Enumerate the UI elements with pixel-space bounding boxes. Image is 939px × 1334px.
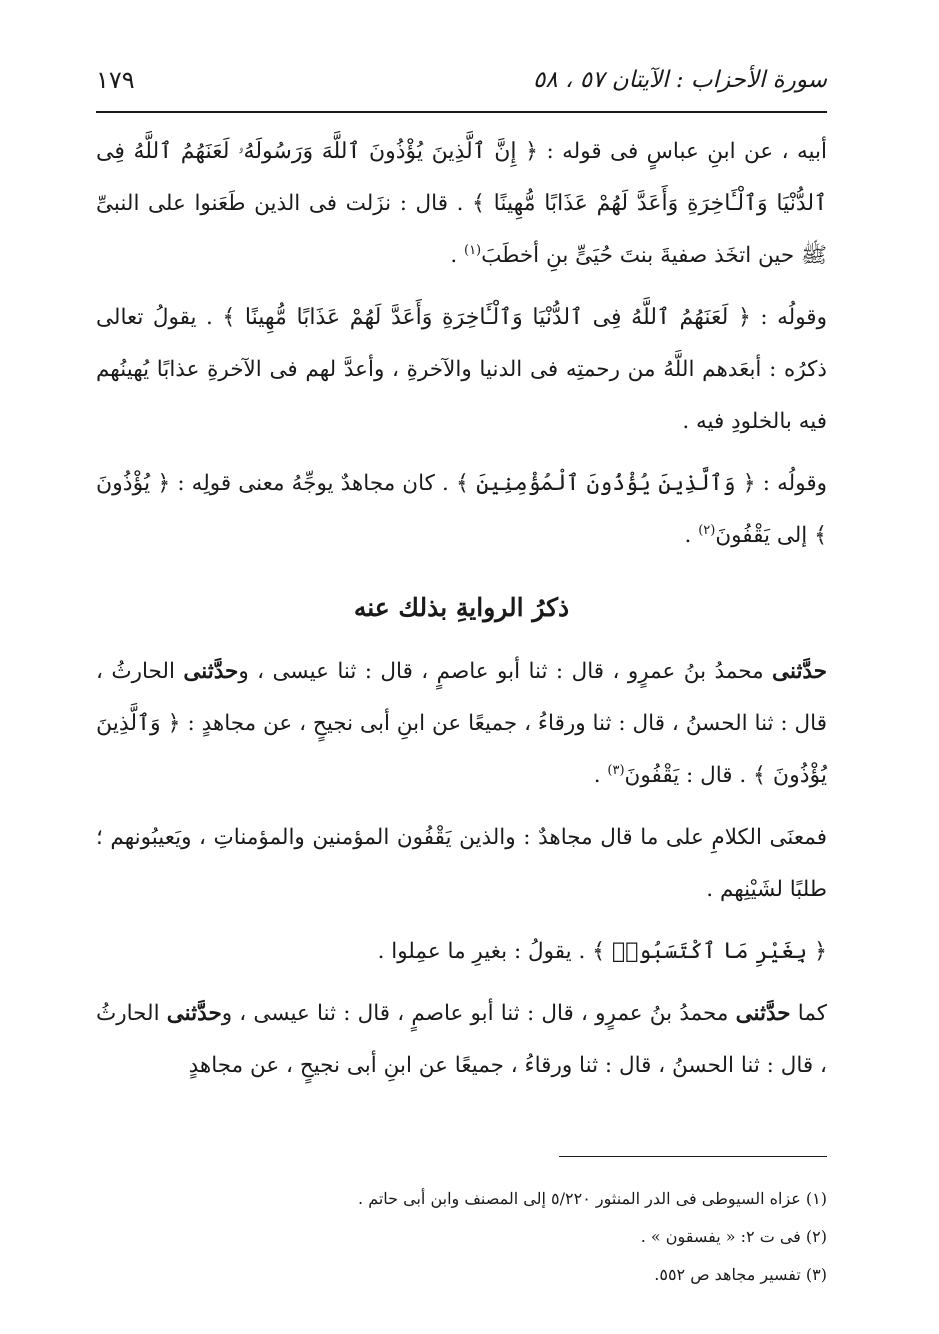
text-segment: محمدُ بنُ عمرٍو ، قال : ثنا أبو عاصمٍ ، قال : ثنا عيسى ، و: [238, 659, 773, 684]
quran-verse: ﴿ إِنَّ ٱلَّذِينَ يُؤْذُونَ ٱللَّهَ وَرَسُولَهُۥ لَعَنَهُمُ ٱللَّهُ فِى ٱلدُّنْيَا وَٱلْـَٔاخِرَةِ وَأَعَدَّ لَهُمْ عَذَابًا مُّهِينًا ﴾: [96, 139, 827, 216]
section-heading: ذكرُ الروايةِ بذلك عنه: [353, 593, 570, 622]
footnote-3: (٣) تفسير مجاهد ص ٥٥٢.: [654, 1265, 827, 1284]
footnote-marker[interactable]: (٢): [698, 522, 716, 538]
header-rule: [96, 111, 827, 113]
text-segment: . قال : يَقْفُونَ: [624, 763, 754, 788]
text-segment: الحارثُ ، قال : ثنا الحسنُ ، قال : ثنا ورقاءُ ، جميعًا عن ابنِ أبى نجيحٍ ، عن مجاهدٍ: [96, 1001, 827, 1078]
footnote-marker[interactable]: (١): [463, 242, 482, 258]
running-title: سورة الأحزاب : الآيتان ٥٧ ، ٥٨: [533, 67, 827, 93]
paragraph-6: [96, 926, 827, 978]
quran-verse: ﴿ بِغَيْرِ مَا ٱكْتَسَبُوا۟ ﴾: [592, 939, 827, 964]
main-text: [96, 126, 827, 1102]
text-segment: . كان مجاهدٌ يوجِّهُ معنى قولِه :: [170, 471, 456, 496]
page-header: [96, 58, 827, 102]
text-segment: كما: [790, 1001, 827, 1026]
isnad-keyword: حدَّثنى: [183, 659, 239, 684]
text-segment: .: [593, 763, 608, 788]
paragraph-3: [96, 458, 827, 562]
isnad-keyword: حدَّثنى: [166, 1001, 222, 1026]
footnote-rule: [559, 1156, 827, 1157]
text-segment: .: [450, 243, 464, 268]
footnote-marker[interactable]: (٣): [607, 762, 625, 778]
paragraph-4: [96, 646, 827, 802]
quran-verse: ﴿ وَٱلَّذِينَ يُؤْذُونَ ﴾: [96, 711, 827, 788]
quran-verse: ﴿ يُؤْذُونَ ﴾: [96, 471, 827, 548]
footnote-1: (١) عزاه السيوطى فى الدر المنثور ٥/٢٢٠ إلى المصنف وابن أبى حاتم .: [358, 1189, 827, 1208]
text-segment: وقولُه :: [750, 305, 827, 330]
text-segment: أبيه ، عن ابنِ عباسٍ فى قوله :: [538, 139, 827, 164]
text-segment: . يقولُ تعالى ذكرُه : أبعَدهم اللَّهُ من رحمتِه فى الدنيا والآخرةِ ، وأعدَّ لهم فى الآخرةِ عذابًا يُهينُهم فيه بالخلودِ فيه .: [96, 305, 827, 434]
text-segment: .: [684, 523, 699, 548]
text-segment: . قال : نزَلت فى الذين طَعَنوا على النبىِّ ﷺ حين اتخَذ صفيةَ بنتَ حُيَىٍّ بنِ أخطَبَ: [96, 191, 827, 268]
paragraph-7: [96, 988, 827, 1092]
quran-verse: ﴿ لَعَنَهُمُ ٱللَّهُ فِى ٱلدُّنْيَا وَٱلْـَٔاخِرَةِ وَأَعَدَّ لَهُمْ عَذَابًا مُّهِينًا ﴾: [222, 305, 751, 330]
isnad-keyword: حدَّثنى: [735, 1001, 791, 1026]
isnad-keyword: حدَّثنى: [772, 659, 827, 684]
text-segment: الحارثُ ، قال : ثنا الحسنُ ، قال : ثنا ورقاءُ ، جميعًا عن ابنِ أبى نجيحٍ ، عن مجاهدٍ :: [96, 659, 827, 736]
text-segment: إلى يَقْفُونَ: [715, 523, 815, 548]
paragraph-2: [96, 292, 827, 448]
text-segment: محمدُ بنُ عمرٍو ، قال : ثنا أبو عاصمٍ ، قال : ثنا عيسى ، و: [221, 1001, 736, 1026]
text-segment: وقولُه :: [755, 471, 827, 496]
paragraph-5: فمعنَى الكلامِ على ما قال مجاهدٌ : والذين يَقْفُون المؤمنين والمؤمناتِ ، ويَعيبُونهم ؛ طلبًا لشَيْنِهم .: [96, 825, 827, 902]
quran-verse: ﴿ وَٱلَّذِينَ يُؤْذُونَ ٱلْمُؤْمِنِينَ ﴾: [455, 471, 756, 496]
footnotes: [96, 1180, 827, 1294]
footnote-2: (٢) فى ت ٢: « يفسقون » .: [640, 1227, 827, 1246]
paragraph-1: [96, 126, 827, 282]
text-segment: . يقولُ : بغيرِ ما عمِلوا .: [377, 939, 593, 964]
page-number: ١٧٩: [96, 66, 135, 94]
